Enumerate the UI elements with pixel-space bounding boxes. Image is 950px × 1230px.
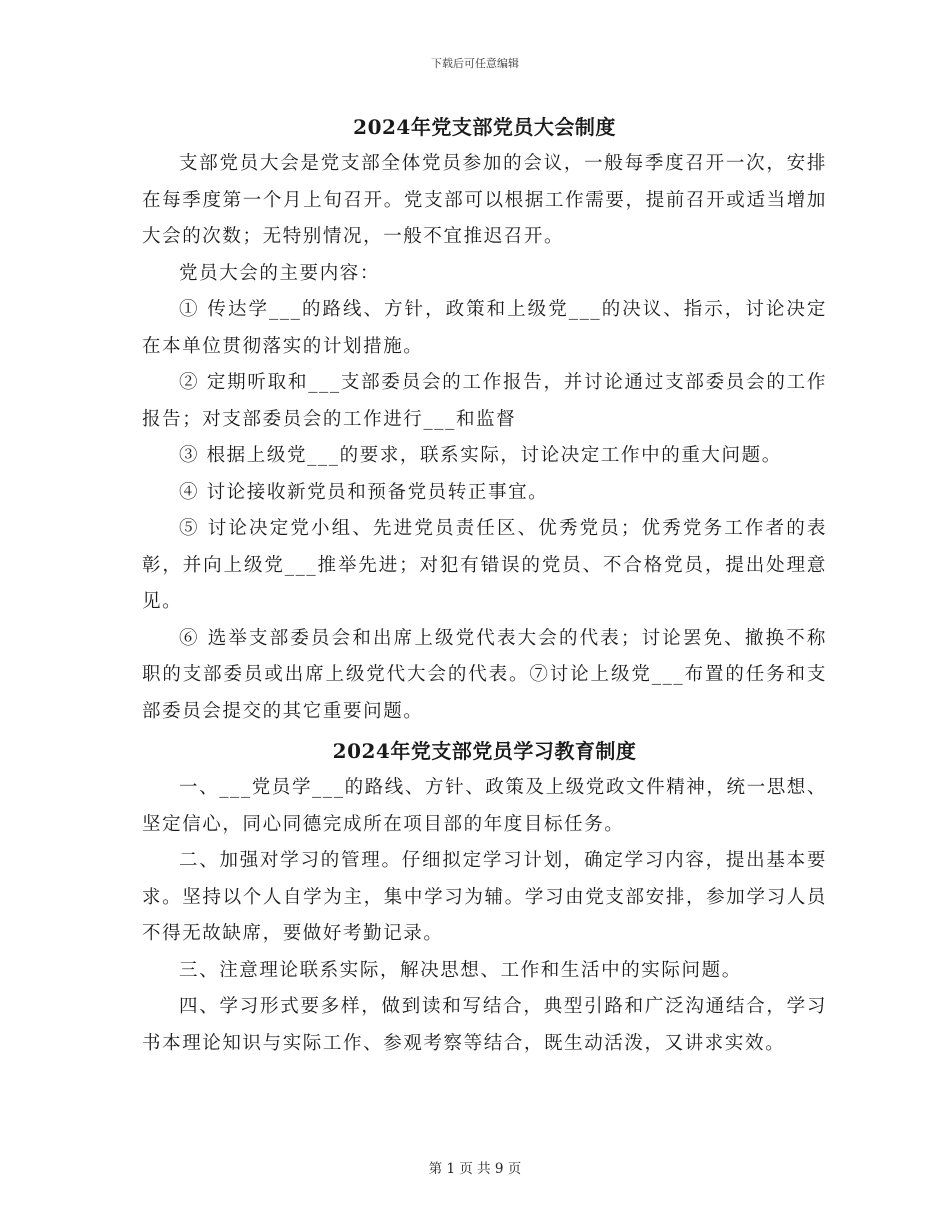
- page-number: 第 1 页 共 9 页: [428, 1161, 522, 1177]
- section1-list-item: ⑥ 选举支部委员会和出席上级党代表大会的代表；讨论罢免、撤换不称职的支部委员或出席上级党代大会的代表。⑦讨论上级党___布置的任务和支部委员会提交的其它重要问题。: [142, 627, 827, 722]
- section2-title: 2024年党支部党员学习教育制度: [332, 739, 637, 763]
- document-body: [142, 112, 827, 1062]
- section2-paragraph: 四、学习形式要多样，做到读和写结合，典型引路和广泛沟通结合，学习书本理论知识与实际工作、参观考察等结合，既生动活泼，又讲求实效。: [142, 996, 827, 1054]
- section1-title: 2024年党支部党员大会制度: [353, 115, 616, 139]
- section1-list-item: ② 定期听取和___支部委员会的工作报告，并讨论通过支部委员会的工作报告；对支部委员会的工作进行___和监督: [142, 372, 827, 430]
- section1-list-item: ① 传达学___的路线、方针，政策和上级党___的决议、指示，讨论决定在本单位贯彻落实的计划措施。: [142, 299, 827, 357]
- section2-paragraph: 二、加强对学习的管理。仔细拟定学习计划，确定学习内容，提出基本要求。坚持以个人自学为主，集中学习为辅。学习由党支部安排，参加学习人员不得无故缺席，要做好考勤记录。: [142, 850, 827, 944]
- header-note: 下载后可任意编辑: [431, 57, 519, 70]
- section2-paragraph: 一、___党员学___的路线、方针、政策及上级党政文件精神，统一思想、坚定信心，同心同德完成所在项目部的年度目标任务。: [142, 777, 828, 835]
- section1-paragraph: 支部党员大会是党支部全体党员参加的会议，一般每季度召开一次，安排在每季度第一个月上旬召开。党支部可以根据工作需要，提前召开或适当增加大会的次数；无特别情况，一般不宜推迟召开。: [142, 153, 827, 247]
- section1-list-item: ⑤ 讨论决定党小组、先进党员责任区、优秀党员；优秀党务工作者的表彰，并向上级党___推举先进；对犯有错误的党员、不合格党员，提出处理意见。: [142, 518, 827, 612]
- section1-paragraph: 党员大会的主要内容：: [179, 262, 381, 284]
- section1-list-item: ③ 根据上级党___的要求，联系实际，讨论决定工作中的重大问题。: [179, 445, 782, 466]
- section1-list-item: ④ 讨论接收新党员和预备党员转正事宜。: [179, 481, 549, 503]
- section2-paragraph: 三、注意理论联系实际，解决思想、工作和生活中的实际问题。: [179, 959, 742, 981]
